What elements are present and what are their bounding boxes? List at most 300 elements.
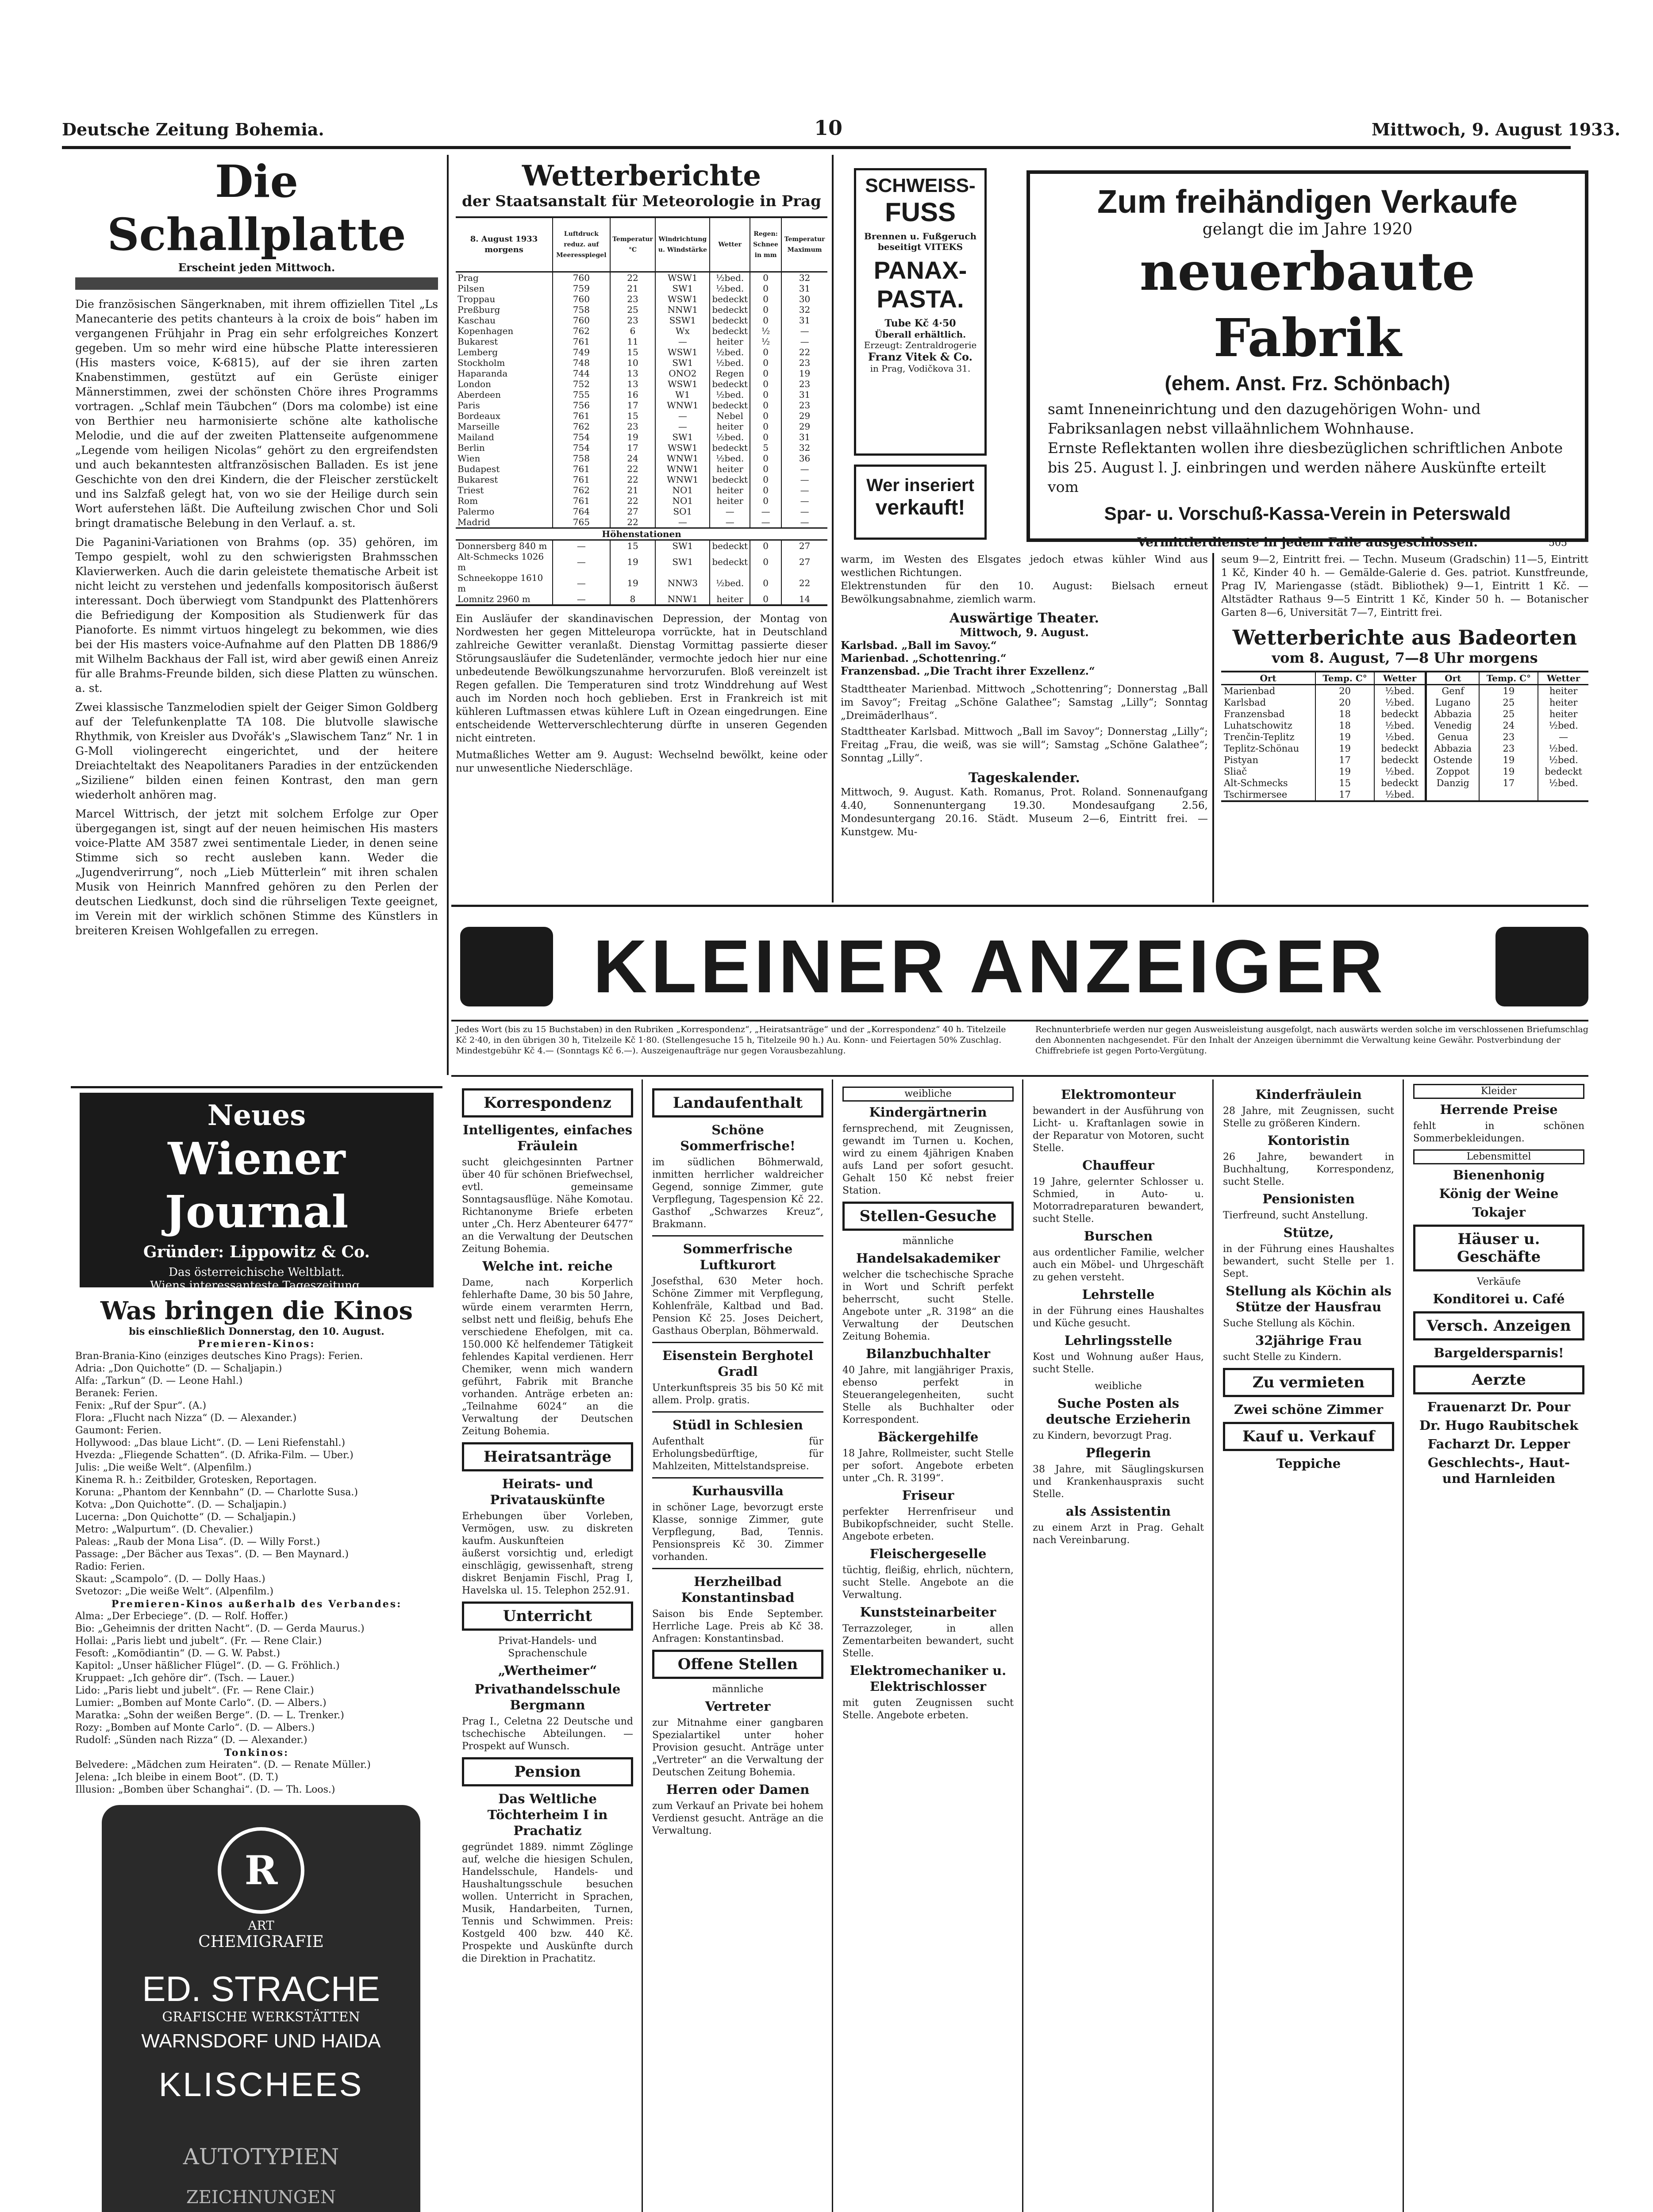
inserat-l1: Wer inseriert: [866, 476, 974, 495]
wetter-row: [456, 347, 827, 357]
ad-subhead: Lebensmittel: [1413, 1149, 1584, 1164]
bade-row-cell: 20: [1315, 697, 1374, 708]
fabrik-l7: Spar- u. Vorschuß-Kassa-Verein in Peterswald: [1104, 503, 1511, 524]
wetter-row-cell: —: [655, 421, 710, 432]
wetter-row-cell: 21: [610, 283, 656, 294]
rates-right: Rechnunterbriefe werden nur gegen Ausweisleistung ausgefolgt, nach auswärts werden solche im verschlossenen Briefumschlag den Abonnenten nachgesendet. Für den Inhalt der Anzeigen übernimmt die Verwaltung keine Gewähr. Postverbindung der Chiffrebriefe ist gegen Porto-Vergütung.: [1035, 1025, 1588, 1056]
kino-entry: Kinema R. h.: Zeitbilder, Grotesken, Reportagen.: [75, 1475, 317, 1486]
rubric-heirat: Heiratsanträge: [462, 1442, 633, 1471]
theater-line: Marienbad. „Schottenring.“: [841, 652, 1007, 664]
kino-entry: Rozy: „Bomben auf Monte Carlo“. (D. — Albers.): [75, 1722, 315, 1733]
fabrik-l8: Vermittlerdienste in jedem Falle ausgeschlossen.: [1137, 535, 1478, 549]
hoehen-row-cell: NNW3: [655, 572, 710, 594]
hoehen-row-cell: —: [553, 540, 610, 552]
fabrik-l6: Ernste Reflektanten wollen ihre diesbezüglichen schriftlichen Anbote bis 25. August l. J. einbringen und werden nähere Auskünfte erteilt vom: [1048, 439, 1563, 495]
kino-entry: Hollai: „Paris liebt und jubelt“. (Fr. — Rene Clair.): [75, 1636, 322, 1647]
wetter-row: [456, 315, 827, 326]
wetter-row-cell: 758: [553, 453, 610, 464]
kino-entry: Skaut: „Scampolo“. (D. — Dolly Haas.): [75, 1574, 265, 1585]
classified-col-a: [456, 1084, 639, 2212]
ad-title: Bargeldersparnis!: [1434, 1345, 1564, 1360]
wetter-row-cell: NO1: [655, 495, 710, 506]
wetter-row: [456, 495, 827, 506]
hoehen-row-cell: 22: [781, 572, 827, 594]
wetter-row-cell: 23: [610, 421, 656, 432]
hoehen-row-cell: —: [553, 594, 610, 605]
wetter-row-cell: 0: [750, 474, 781, 485]
schweissfuss-l1: SCHWEISS-: [865, 175, 976, 196]
wetter-row-cell: bedeckt: [710, 474, 750, 485]
bade-row-cell: Trenčin-Teplitz: [1224, 732, 1295, 742]
wetter-col-head: Temperatur Maximum: [781, 217, 827, 272]
column-rule: [1212, 1079, 1214, 2212]
wetter-row-cell: Preßburg: [457, 304, 500, 315]
kino-entry: Fenix: „Ruf der Spur“. (A.): [75, 1400, 207, 1411]
ad-subhead: weibliche: [842, 1087, 1014, 1102]
hoehen-row-cell: 27: [781, 551, 827, 572]
wetter-row-cell: —: [655, 336, 710, 347]
wetter-row-cell: Aberdeen: [457, 389, 501, 400]
ad-text: 19 Jahre, gelernter Schlosser u. Schmied, in Auto- u. Motorradreparaturen bewandert, sucht Stelle.: [1033, 1176, 1204, 1225]
ad-title: Herren oder Damen: [666, 1782, 810, 1797]
wetter-row-cell: 761: [553, 336, 610, 347]
ad-title: „Wertheimer“: [498, 1663, 597, 1678]
wetter-row-cell: 760: [553, 294, 610, 304]
wetter-row-cell: 27: [610, 506, 656, 517]
hoehen-row-cell: NNW1: [655, 594, 710, 605]
wetter-row-cell: 21: [610, 485, 656, 495]
wetter-row-cell: ½: [750, 336, 781, 347]
bade-row: [1221, 766, 1588, 777]
wetter-row-cell: —: [655, 411, 710, 421]
hoehen-row-cell: 14: [781, 594, 827, 605]
ad-text: in der Führung eines Haushaltes bewandert, sucht Stelle per 1. Sept.: [1223, 1244, 1394, 1279]
wetter-row-cell: WNW1: [655, 453, 710, 464]
sky-text: Elektrenstunden für den 10. August: Bielsach erneut Bewölkungsabnahme, ziemlich warm.: [841, 580, 1208, 605]
wetter-row-cell: ½bed.: [710, 357, 750, 368]
bade-row: [1221, 685, 1588, 697]
ad-title: Lehrstelle: [1082, 1287, 1155, 1302]
wetter-row-cell: Palermo: [457, 506, 495, 517]
ad-title: Chauffeur: [1082, 1158, 1154, 1173]
hoehen-row: [456, 594, 827, 605]
wetter-row-cell: —: [655, 517, 710, 528]
kino-entry: Julis: „Die weiße Welt“. (Alpenfilm.): [75, 1462, 252, 1473]
wetter-row-cell: Prag: [457, 273, 479, 283]
wetter-row-cell: Kaschau: [457, 315, 496, 326]
wiener-journal-founder: Gründer: Lippowitz & Co.: [143, 1243, 370, 1261]
bade-row-cell: ½bed.: [1374, 766, 1426, 777]
theater-week: Stadttheater Karlsbad. Mittwoch „Ball im Savoy“; Donnerstag „Lilly“; Freitag „Frau, die weiß, was sie will“; Samstag „Schöne Galathee“; Sonntag „Lilly“.: [841, 726, 1208, 764]
wetter-row-cell: Bordeaux: [457, 411, 501, 421]
wetter-row-cell: 0: [750, 421, 781, 432]
wetter-col-head: Luftdruck reduz. auf Meeresspiegel: [553, 217, 610, 272]
wetter-row-cell: SW1: [655, 357, 710, 368]
wetter-row-cell: 22: [610, 495, 656, 506]
kino-entry: Kapitol: „Unser häßlicher Flügel“. (D. — G. Fröhlich.): [75, 1660, 340, 1671]
wetter-row-cell: 31: [781, 432, 827, 442]
bade-row: [1221, 743, 1588, 754]
hoehen-row: [456, 551, 827, 572]
bade-row-cell: 20: [1315, 685, 1374, 697]
ad-title: Tokajer: [1472, 1205, 1526, 1220]
wetter-row-cell: 32: [781, 304, 827, 315]
schallplatte-paragraph: Zwei klassische Tanzmelodien spielt der Geiger Simon Goldberg auf der Telefunkenplatte TA 108. Die blutvolle slawische Rhythmik, von Kreisler aus Dvořák's „Slawischem Tanz“ Nr. 1 in G-Moll violingerecht eingerichtet, und der heitere Dreiachteltakt des Neapolitaners Paradies in der entzückenden „Siziliene“ bilden einen feinen Kontrast, den man gern wiederholt anhören mag.: [75, 701, 438, 801]
wetter-row-cell: 19: [781, 368, 827, 379]
wetter-column: [456, 159, 827, 907]
kino-entry: Paleas: „Raub der Mona Lisa“. (D. — Willy Forst.): [75, 1536, 320, 1548]
wetter-row-cell: SSW1: [655, 315, 710, 326]
wetter-row-cell: 0: [750, 453, 781, 464]
wiener-journal-ad: [80, 1093, 434, 1292]
bade-row-cell: ½bed.: [1374, 731, 1426, 743]
wetter-row-cell: 758: [553, 304, 610, 315]
bade-row-cell: heiter: [1538, 708, 1588, 720]
wetter-row-cell: —: [781, 495, 827, 506]
fabrik-l4: (ehem. Anst. Frz. Schönbach): [1165, 372, 1450, 395]
kino-entry: Koruna: „Phantom der Kennbahn“ (D. — Charlotte Susa.): [75, 1487, 358, 1498]
bade-row-cell: 23: [1479, 731, 1538, 743]
ad-text: Tierfreund, sucht Anstellung.: [1223, 1210, 1368, 1221]
strache-ad: [102, 1805, 420, 2212]
wetter-row-cell: NNW1: [655, 304, 710, 315]
wetter-row-cell: 748: [553, 357, 610, 368]
wetter-row-cell: —: [750, 506, 781, 517]
badeorte-table: [1221, 671, 1588, 802]
wetter-row-cell: Budapest: [457, 464, 500, 474]
ad-subhead: Kleider: [1413, 1084, 1584, 1099]
wetter-row-cell: 761: [553, 411, 610, 421]
bade-row-cell: 24: [1479, 720, 1538, 731]
rubric-offene-stellen: Offene Stellen: [652, 1650, 823, 1679]
hoehen-row-cell: —: [553, 572, 610, 594]
schweissfuss-l6: Tube Kč 4·50: [884, 318, 956, 329]
theater-line: Karlsbad. „Ball im Savoy.“: [841, 639, 997, 652]
kino-entry: Bio: „Geheimnis der dritten Nacht“. (D. — Gerda Maurus.): [75, 1623, 365, 1634]
bade-row-cell: heiter: [1538, 697, 1588, 708]
wetter-row: [456, 326, 827, 336]
tageskalender-text: Mittwoch, 9. August. Kath. Romanus, Prot. Roland. Sonnenaufgang 4.40, Sonnenuntergang 19.30. Mondesaufgang 2.56, Mondesuntergang 20.16. Städt. Museum 2—6, Eintritt frei. — Kunstgew. Mu-: [841, 787, 1208, 838]
hoehen-row: [456, 572, 827, 594]
hoehen-row-cell: 8: [610, 594, 656, 605]
wetter-row-cell: 754: [553, 432, 610, 442]
ad-text: fernsprechend, mit Zeugnissen, gewandt im Turnen u. Kochen, wird zu einem 4jährigen Knaben aufs Land per sofort gesucht. Gehalt 150 Kč nebst freier Station.: [842, 1123, 1014, 1196]
wetter-row-cell: 0: [750, 304, 781, 315]
ad-text: sucht Stelle zu Kindern.: [1223, 1352, 1342, 1363]
kino-entry: Illusion: „Bomben über Schanghai“. (D. — Th. Loos.): [75, 1784, 335, 1795]
wetter-row-cell: 762: [553, 485, 610, 495]
strache-line1: GRAFISCHE WERKSTÄTTEN: [162, 2009, 360, 2025]
tageskalender-title: Tageskalender.: [969, 770, 1080, 786]
column-rule: [642, 1079, 643, 2212]
mid-text-column: [841, 553, 1208, 902]
column-rule: [832, 155, 834, 902]
ad-title: Sommerfrische Luftkurort: [683, 1241, 793, 1272]
bade-row-cell: Abbazia: [1426, 708, 1480, 720]
bade-row-cell: 25: [1479, 708, 1538, 720]
ad-text: perfekter Herrenfriseur und Bubikopfschneider, sucht Stelle. Angebote erbeten.: [842, 1506, 1014, 1542]
schallplatte-column: [75, 155, 438, 1075]
wiener-journal-line2: Wiens interessanteste Tageszeitung.: [150, 1279, 363, 1292]
rubric-korrespondenz: Korrespondenz: [462, 1088, 633, 1118]
bade-row: [1221, 708, 1588, 720]
ad-title: 32jährige Frau: [1255, 1333, 1362, 1348]
bade-row-cell: 19: [1315, 731, 1374, 743]
wetter-row-cell: 36: [781, 453, 827, 464]
rubric-pension: Pension: [462, 1757, 633, 1786]
wetter-row-cell: 30: [781, 294, 827, 304]
bade-row-cell: ½bed.: [1374, 720, 1426, 731]
wetter-row-cell: Kopenhagen: [457, 326, 514, 336]
anzeiger-rule: [451, 1075, 1588, 1077]
ad-title: Burschen: [1084, 1229, 1153, 1244]
badeorte-subtitle: vom 8. August, 7—8 Uhr morgens: [1272, 649, 1538, 666]
section-rule: [71, 1086, 442, 1088]
wetter-row-cell: 0: [750, 432, 781, 442]
wetter-row-cell: Mailand: [457, 432, 494, 442]
ad-title: Teppiche: [1276, 1456, 1341, 1471]
hoehen-row-cell: 0: [750, 572, 781, 594]
bade-row-cell: [1426, 789, 1480, 801]
bade-row-cell: Abbazia: [1426, 743, 1480, 754]
ad-title: Geschlechts-, Haut- und Harnleiden: [1427, 1455, 1570, 1486]
schweissfuss-l8: Erzeugt: Zentraldrogerie: [864, 340, 977, 350]
wetter-row: [456, 474, 827, 485]
kino-entry: Hvezda: „Fliegende Schatten“. (D. Afrika-Film. — Uber.): [75, 1450, 354, 1461]
wetter-row: [456, 368, 827, 379]
wetter-row-cell: Berlin: [457, 442, 485, 453]
ad-text: äußerst vorsichtig und, erledigt einschlägig, gewissenhaft, streng diskret Benjamin Fischl, Prag I, Havelska ul. 15. Telephon 252.91.: [462, 1548, 633, 1596]
ad-text: Aufenthalt für Erholungsbedürftige, für Mahlzeiten, Mittelstandspreise.: [652, 1436, 823, 1472]
bade-col-head: Wetter: [1374, 672, 1426, 685]
ad-subhead: Verkäufe: [1476, 1276, 1521, 1287]
ad-title: Kinderfräulein: [1255, 1087, 1362, 1102]
wetter-row-cell: 759: [553, 283, 610, 294]
bade-row-cell: 19: [1479, 685, 1538, 697]
kino-section-heading: Premieren-Kinos außerhalb des Verbandes:: [111, 1598, 402, 1610]
wiener-journal-name: Wiener Journal: [165, 1133, 349, 1238]
kino-entry: Jelena: „Ich bleibe in einem Boot“. (D. T.): [75, 1772, 278, 1783]
wetter-row-cell: bedeckt: [710, 400, 750, 411]
ad-text: 26 Jahre, bewandert in Buchhaltung, Korrespondenz, sucht Stelle.: [1223, 1152, 1394, 1187]
wetter-row-cell: ½bed.: [710, 272, 750, 284]
schweissfuss-l10: in Prag, Vodičkova 31.: [870, 363, 971, 374]
wetter-row-cell: 760: [553, 272, 610, 284]
bade-row-cell: 18: [1315, 708, 1374, 720]
bade-row-cell: ½bed.: [1538, 720, 1588, 731]
inserat-l2: verkauft!: [875, 496, 965, 519]
rubric-unterricht: Unterricht: [462, 1601, 633, 1631]
bade-row-cell: Danzig: [1426, 777, 1480, 789]
wetter-row-cell: 0: [750, 411, 781, 421]
wetter-row-cell: WSW1: [655, 379, 710, 389]
bade-row: [1221, 754, 1588, 766]
wetter-row-cell: 22: [610, 464, 656, 474]
bade-row-cell: [1479, 789, 1538, 801]
kino-list: [75, 1610, 438, 1747]
schallplatte-paragraph: Die französischen Sängerknaben, mit ihrem offiziellen Titel „Ls Manecanterie des petits chanteurs à la croix de bois“ haben im vergangenen Frühjahr in Prag ein sehr erfolgreiches Konzert gegeben. Um so mehr wird eine hübsche Platte interessieren (His masters voice, K-6815), auf der sie ihren zarten Knabenstimmen, gestützt auf ein Gerüste einiger Männerstimmen, zwei der schönsten Chöre ihres Programms vortragen. „Schlaf mein Täubchen“ (Dors ma colombe) ist eine von Berthier neu harmonisierte schöne alte katholische Melodie, und die auf der zweiten Plattenseite aufgenommene „Legende vom heiligen Nicolas“ gehört zu den ergreifendsten und auch bekanntesten altfranzösischen Balladen. Es ist jene Geschichte von den drei Kindern, die der Fleischer zerstückelt und ins Salzfaß gelegt hat, von wo sie der Heilige durch sein Wort auferstehen läßt. Die Aufteilung zwischen Chor und Soli bringt dramatische Belebung in den Verlauf. a. st.: [75, 298, 438, 530]
wetter-row-cell: 10: [610, 357, 656, 368]
wetter-row-cell: bedeckt: [710, 442, 750, 453]
wetter-row-cell: Stockholm: [457, 357, 505, 368]
wetter-row-cell: Lemberg: [457, 347, 498, 357]
wetter-row-cell: SW1: [655, 432, 710, 442]
schweissfuss-ad: [854, 168, 987, 456]
bade-row-cell: ½bed.: [1538, 777, 1588, 789]
wetter-row-cell: 0: [750, 400, 781, 411]
ad-title: Bilanzbuchhalter: [865, 1346, 990, 1361]
wetter-row-cell: Bukarest: [457, 336, 498, 347]
ad-text: 40 Jahre, mit langjähriger Praxis, ebenso perfekt in Steuerangelegenheiten, sucht Stelle als Buchhalter oder Korrespondent.: [842, 1365, 1014, 1425]
wetter-row-cell: SO1: [655, 506, 710, 517]
ad-title: Stüdl in Schlesien: [672, 1417, 803, 1432]
page-number: 10: [814, 116, 843, 140]
ad-text: Unterkunftspreis 35 bis 50 Kč mit allem. Prolp. gratis.: [652, 1382, 823, 1406]
wetter-row-cell: WSW1: [655, 347, 710, 357]
wetter-row-cell: ONO2: [655, 368, 710, 379]
wetter-row-cell: —: [781, 474, 827, 485]
rubric-landaufenthalt: Landaufenthalt: [652, 1088, 823, 1118]
ad-title: Kindergärtnerin: [869, 1105, 987, 1120]
wetter-row-cell: Wien: [457, 453, 481, 464]
theater-week: Stadttheater Marienbad. Mittwoch „Schottenring“; Donnerstag „Ball im Savoy“; Freitag „Schöne Galathee“; Samstag „Lilly“; Sonntag „Dreimäderlhaus“.: [841, 684, 1208, 722]
ad-text: zum Verkauf an Private bei hohem Verdienst gesucht. Anträge an die Verwaltung.: [652, 1801, 823, 1836]
ad-title: Kunststeinarbeiter: [860, 1605, 996, 1620]
wetter-row-cell: 0: [750, 294, 781, 304]
kino-entry: Alma: „Der Erbeciege“. (D. — Rolf. Hoffer.): [75, 1611, 288, 1622]
wetter-row-cell: bedeckt: [710, 304, 750, 315]
bade-row: [1221, 789, 1588, 801]
bade-row-cell: Karlsbad: [1224, 697, 1266, 708]
wetter-row: [456, 464, 827, 474]
wetter-row-cell: 0: [750, 283, 781, 294]
wetter-row-cell: 13: [610, 379, 656, 389]
ad-text: 18 Jahre, Rollmeister, sucht Stelle per sofort. Angebote erbeten unter „Ch. R. 3199“.: [842, 1448, 1014, 1484]
strache-top2: CHEMIGRAFIE: [198, 1933, 324, 1951]
ad-text: welcher die tschechische Sprache in Wort und Schrift perfekt beherrscht, sucht Stelle. Angebote unter „R. 3198“ an die Verwaltung der Deutschen Zeitung Bohemia.: [842, 1269, 1014, 1342]
wetter-row-cell: 31: [781, 283, 827, 294]
schallplatte-rule: [75, 277, 438, 290]
strache-logo-icon: R: [218, 1827, 304, 1914]
hoehen-row-cell: 0: [750, 594, 781, 605]
kino-entry: Kruppaet: „Ich gehöre dir“. (Tsch. — Lauer.): [75, 1673, 295, 1684]
wetter-row-cell: WNW1: [655, 400, 710, 411]
bade-row-cell: 19: [1479, 766, 1538, 777]
wetter-row-cell: London: [457, 379, 491, 389]
ad-title: als Assistentin: [1065, 1504, 1171, 1519]
theater-line: Franzensbad. „Die Tracht ihrer Exzellenz.“: [841, 664, 1095, 677]
wetter-row-cell: Paris: [457, 400, 480, 411]
wetter-row-cell: WSW1: [655, 272, 710, 284]
kino-section-heading: Premieren-Kinos:: [198, 1338, 315, 1350]
kleiner-anzeiger-title: KLEINER ANZEIGER: [593, 925, 1387, 1009]
bade-row-cell: 23: [1479, 743, 1538, 754]
bade-row-cell: heiter: [1538, 685, 1588, 697]
wetter-row-cell: 749: [553, 347, 610, 357]
kino-entry: Maratka: „Sohn der weißen Berge“. (D. — L. Trenker.): [75, 1710, 344, 1721]
ad-title: Fleischergeselle: [869, 1546, 987, 1561]
ad-text: zur Mitnahme einer gangbaren Spezialartikel unter hoher Provision gesucht. Anträge unter „Vertreter“ an die Verwaltung der Deutschen Zeitung Bohemia.: [652, 1717, 823, 1778]
ad-subhead: männliche: [902, 1236, 954, 1247]
wetter-row-cell: 31: [781, 315, 827, 326]
bade-row-cell: Tschirmersee: [1224, 789, 1288, 800]
bade-row-cell: Ostende: [1426, 754, 1480, 766]
wetter-row-cell: Bukarest: [457, 474, 498, 485]
wetter-row-cell: heiter: [710, 495, 750, 506]
strache-name: ED. STRACHE: [142, 1969, 380, 2008]
ad-title: Kontoristin: [1267, 1133, 1350, 1148]
wetter-row-cell: heiter: [710, 464, 750, 474]
wetter-row-cell: WSW1: [655, 442, 710, 453]
wetter-row: [456, 283, 827, 294]
kino-entry: Flora: „Flucht nach Nizza“ (D. — Alexander.): [75, 1413, 297, 1424]
ad-text: 28 Jahre, mit Zeugnissen, sucht Stelle zu größeren Kindern.: [1223, 1106, 1394, 1129]
bade-row-cell: 18: [1315, 720, 1374, 731]
bade-row-cell: Zoppot: [1426, 766, 1480, 777]
bade-row-cell: Sliač: [1224, 766, 1247, 777]
wetter-row-cell: 0: [750, 272, 781, 284]
wetter-row-cell: 17: [610, 400, 656, 411]
ad-title: Bäckergehilfe: [877, 1429, 979, 1444]
kino-entry: Radio: Ferien.: [75, 1561, 145, 1572]
kino-entry: Passage: „Der Bächer aus Texas“. (D. — Ben Maynard.): [75, 1549, 349, 1560]
bade-row-cell: Lugano: [1426, 697, 1480, 708]
wetter-row: [456, 357, 827, 368]
wetter-row: [456, 379, 827, 389]
wetter-row-cell: 15: [610, 347, 656, 357]
wetter-row-cell: 23: [781, 379, 827, 389]
theater-day: Mittwoch, 9. August.: [960, 626, 1089, 639]
ad-title: Zwei schöne Zimmer: [1234, 1402, 1384, 1417]
wetter-row: [456, 400, 827, 411]
wetter-row-cell: 744: [553, 368, 610, 379]
bade-row: [1221, 697, 1588, 708]
ad-text: sucht gleichgesinnten Partner über 40 für schönen Briefwechsel, evtl. gemeinsame Sonntagsausflüge. Nähe Komotau. Richtanonyme Briefe erbeten unter „Ch. Herz Abenteurer 6477“ an die Verwaltung der Deutschen Zeitung Bohemia.: [462, 1157, 633, 1255]
bade-col-head: Wetter: [1538, 672, 1588, 685]
rubric-zu-vermieten: Zu vermieten: [1223, 1368, 1394, 1397]
badeorte-column: [1221, 553, 1588, 902]
ad-text: 38 Jahre, mit Säuglingskursen und Krankenhauspraxis sucht Stelle.: [1033, 1464, 1204, 1500]
ad-title: Stellung als Köchin als Stütze der Hausfrau: [1226, 1283, 1392, 1314]
hoehen-title: Höhenstationen: [456, 528, 827, 540]
bade-row-cell: 25: [1479, 697, 1538, 708]
bade-row-cell: 17: [1479, 777, 1538, 789]
ad-text: tüchtig, fleißig, ehrlich, nüchtern, sucht Stelle. Angebote an die Verwaltung.: [842, 1565, 1014, 1601]
kino-entry: Adria: „Don Quichotte“ (D. — Schaljapin.): [75, 1363, 282, 1374]
wetter-row-cell: 16: [610, 389, 656, 400]
wetter-row-cell: 762: [553, 421, 610, 432]
ad-title: Elektromonteur: [1061, 1087, 1176, 1102]
wetter-row-cell: 11: [610, 336, 656, 347]
fabrik-l3: neuerbaute Fabrik: [1139, 241, 1476, 369]
column-rule: [1022, 1079, 1023, 2212]
classified-col-d: [1026, 1084, 1210, 2212]
bade-row-cell: [1538, 789, 1588, 801]
strache-line5: ZEICHNUNGEN: [186, 2187, 336, 2208]
wetter-row: [456, 389, 827, 400]
wetter-row-cell: 760: [553, 315, 610, 326]
wetter-row-cell: 0: [750, 347, 781, 357]
ad-title: Stütze,: [1283, 1225, 1334, 1240]
wetter-row-cell: 19: [610, 432, 656, 442]
bade-row-cell: Luhatschowitz: [1224, 720, 1292, 731]
bade-row-cell: ½bed.: [1374, 697, 1426, 708]
ad-title: Das Weltliche Töchterheim I in Prachatiz: [487, 1791, 608, 1838]
hoehen-row: [456, 540, 827, 552]
wetter-row: [456, 453, 827, 464]
kino-entry: Lumier: „Bomben auf Monte Carlo“. (D. — Albers.): [75, 1697, 327, 1709]
wetter-text: Ein Ausläufer der skandinavischen Depression, der Montag von Nordwesten her gegen Mitteleuropa vorrückte, hat in Deutschland zahlreiche Gewitter veranlaßt. Dienstag Vormittag passierte dieser Störungsausläufer die Sudetenländer, vermochte jedoch hier nur eine unbedeutende Bewölkungszunahme hervorzurufen. Bloß vereinzelt ist Regen gefallen. Die Temperaturen sind trotz Winddrehung auf West auch im Norden noch hoch geblieben. Erst in Frankreich ist mit kühleren Luftmassen etwas kühlere Luft in Ozean eingedrungen. Eine entscheidende Wetterverschlechterung dürfte in unseren Gegenden nicht eintreten.: [456, 613, 827, 744]
